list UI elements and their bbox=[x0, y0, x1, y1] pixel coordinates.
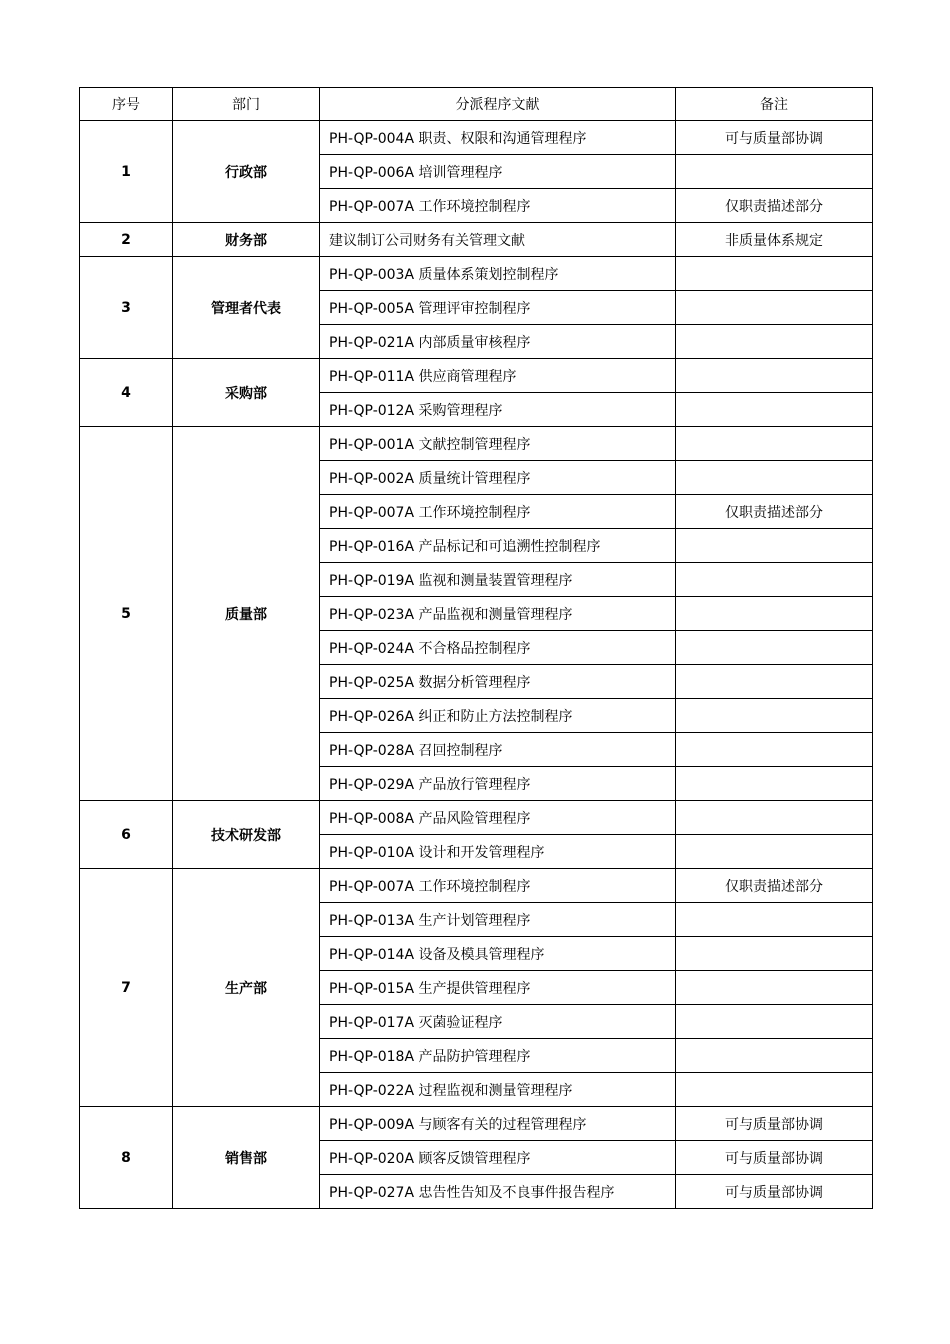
remark-cell bbox=[676, 767, 873, 801]
document-cell bbox=[320, 665, 676, 699]
document-cell bbox=[320, 427, 676, 461]
document-code: PH-QP-004A bbox=[329, 130, 415, 147]
table-row bbox=[80, 801, 873, 835]
row-index: 5 bbox=[80, 427, 173, 801]
document-title: 设备及模具管理程序 bbox=[418, 946, 545, 963]
header-documents: 分派程序文献 bbox=[320, 88, 676, 121]
remark-cell bbox=[676, 359, 873, 393]
document-title: 职责、权限和沟通管理程序 bbox=[418, 130, 587, 147]
remark-cell: 可与质量部协调 bbox=[676, 1107, 873, 1141]
header-index: 序号 bbox=[80, 88, 173, 121]
document-code: PH-QP-002A bbox=[329, 470, 415, 487]
document-cell bbox=[320, 767, 676, 801]
document-cell bbox=[320, 1005, 676, 1039]
document-title: 管理评审控制程序 bbox=[418, 300, 531, 317]
document-cell bbox=[320, 631, 676, 665]
remark-cell bbox=[676, 665, 873, 699]
document-title: 产品监视和测量管理程序 bbox=[418, 606, 573, 623]
remark-cell bbox=[676, 155, 873, 189]
document-code: PH-QP-026A bbox=[329, 708, 415, 725]
document-code: PH-QP-025A bbox=[329, 674, 415, 691]
document-cell bbox=[320, 257, 676, 291]
document-code: PH-QP-013A bbox=[329, 912, 415, 929]
remark-cell bbox=[676, 257, 873, 291]
remark-cell bbox=[676, 393, 873, 427]
document-title: 生产提供管理程序 bbox=[418, 980, 531, 997]
document-code: PH-QP-008A bbox=[329, 810, 415, 827]
document-code: PH-QP-029A bbox=[329, 776, 415, 793]
document-cell bbox=[320, 155, 676, 189]
row-index: 1 bbox=[80, 121, 173, 223]
department-name: 财务部 bbox=[173, 223, 320, 257]
document-title: 产品放行管理程序 bbox=[418, 776, 531, 793]
document-code: PH-QP-006A bbox=[329, 164, 415, 181]
table-row bbox=[80, 223, 873, 257]
document-title: 工作环境控制程序 bbox=[418, 878, 531, 895]
row-index: 4 bbox=[80, 359, 173, 427]
procedure-assignment-table bbox=[79, 87, 873, 1209]
document-cell bbox=[320, 359, 676, 393]
document-title: 采购管理程序 bbox=[418, 402, 503, 419]
document-cell bbox=[320, 495, 676, 529]
remark-cell: 非质量体系规定 bbox=[676, 223, 873, 257]
document-cell bbox=[320, 801, 676, 835]
document-cell bbox=[320, 563, 676, 597]
table-row bbox=[80, 121, 873, 155]
document-title: 召回控制程序 bbox=[418, 742, 503, 759]
document-title: 不合格品控制程序 bbox=[418, 640, 531, 657]
document-cell bbox=[320, 325, 676, 359]
document-title: 工作环境控制程序 bbox=[418, 198, 531, 215]
document-title: 文献控制管理程序 bbox=[418, 436, 531, 453]
document-code: PH-QP-024A bbox=[329, 640, 415, 657]
document-cell bbox=[320, 393, 676, 427]
document-cell bbox=[320, 1141, 676, 1175]
document-title: 质量体系策划控制程序 bbox=[418, 266, 559, 283]
document-title: 培训管理程序 bbox=[418, 164, 503, 181]
row-index: 8 bbox=[80, 1107, 173, 1209]
remark-cell: 仅职责描述部分 bbox=[676, 189, 873, 223]
document-title: 工作环境控制程序 bbox=[418, 504, 531, 521]
document-cell bbox=[320, 971, 676, 1005]
document-title: 设计和开发管理程序 bbox=[418, 844, 545, 861]
header-remarks: 备注 bbox=[676, 88, 873, 121]
document-cell bbox=[320, 937, 676, 971]
remark-cell bbox=[676, 563, 873, 597]
document-title: 内部质量审核程序 bbox=[418, 334, 531, 351]
document-code: PH-QP-007A bbox=[329, 878, 415, 895]
remark-cell: 可与质量部协调 bbox=[676, 1175, 873, 1209]
table-row bbox=[80, 359, 873, 393]
table-row bbox=[80, 869, 873, 903]
department-name: 行政部 bbox=[173, 121, 320, 223]
remark-cell bbox=[676, 971, 873, 1005]
document-code: PH-QP-016A bbox=[329, 538, 415, 555]
document-title: 顾客反馈管理程序 bbox=[418, 1150, 531, 1167]
document-title: 供应商管理程序 bbox=[418, 368, 517, 385]
document-code: PH-QP-027A bbox=[329, 1184, 415, 1201]
document-title: 与顾客有关的过程管理程序 bbox=[418, 1116, 587, 1133]
document-cell bbox=[320, 835, 676, 869]
document-cell bbox=[320, 189, 676, 223]
document-cell bbox=[320, 529, 676, 563]
document-cell bbox=[320, 597, 676, 631]
header-row bbox=[80, 88, 873, 121]
remark-cell bbox=[676, 937, 873, 971]
document-cell bbox=[320, 1175, 676, 1209]
document-cell bbox=[320, 733, 676, 767]
remark-cell bbox=[676, 291, 873, 325]
document-code: PH-QP-011A bbox=[329, 368, 415, 385]
document-title: 质量统计管理程序 bbox=[418, 470, 531, 487]
document-title: 忠告性告知及不良事件报告程序 bbox=[418, 1184, 615, 1201]
remark-cell bbox=[676, 427, 873, 461]
header-department: 部门 bbox=[173, 88, 320, 121]
remark-cell bbox=[676, 325, 873, 359]
remark-cell bbox=[676, 529, 873, 563]
document-cell bbox=[320, 699, 676, 733]
row-index: 7 bbox=[80, 869, 173, 1107]
document-code: PH-QP-009A bbox=[329, 1116, 415, 1133]
remark-cell bbox=[676, 1005, 873, 1039]
row-index: 6 bbox=[80, 801, 173, 869]
document-cell bbox=[320, 121, 676, 155]
remark-cell bbox=[676, 461, 873, 495]
remark-cell: 可与质量部协调 bbox=[676, 1141, 873, 1175]
document-code: PH-QP-019A bbox=[329, 572, 415, 589]
document-code: PH-QP-020A bbox=[329, 1150, 415, 1167]
document-title: 监视和测量装置管理程序 bbox=[418, 572, 573, 589]
remark-cell: 仅职责描述部分 bbox=[676, 869, 873, 903]
remark-cell bbox=[676, 903, 873, 937]
remark-cell bbox=[676, 631, 873, 665]
document-code: PH-QP-001A bbox=[329, 436, 415, 453]
row-index: 2 bbox=[80, 223, 173, 257]
department-name: 质量部 bbox=[173, 427, 320, 801]
document-code: PH-QP-012A bbox=[329, 402, 415, 419]
document-title: 数据分析管理程序 bbox=[418, 674, 531, 691]
document-code: PH-QP-005A bbox=[329, 300, 415, 317]
remark-cell bbox=[676, 1073, 873, 1107]
document-cell bbox=[320, 1073, 676, 1107]
remark-cell: 仅职责描述部分 bbox=[676, 495, 873, 529]
remark-cell bbox=[676, 801, 873, 835]
document-code: PH-QP-018A bbox=[329, 1048, 415, 1065]
document-code: PH-QP-015A bbox=[329, 980, 415, 997]
document-code: PH-QP-028A bbox=[329, 742, 415, 759]
department-name: 销售部 bbox=[173, 1107, 320, 1209]
remark-cell bbox=[676, 733, 873, 767]
document-cell bbox=[320, 903, 676, 937]
document-cell bbox=[320, 1039, 676, 1073]
document-code: PH-QP-022A bbox=[329, 1082, 415, 1099]
department-name: 采购部 bbox=[173, 359, 320, 427]
document-cell bbox=[320, 1107, 676, 1141]
remark-cell: 可与质量部协调 bbox=[676, 121, 873, 155]
document-cell bbox=[320, 223, 676, 257]
department-name: 生产部 bbox=[173, 869, 320, 1107]
department-name: 管理者代表 bbox=[173, 257, 320, 359]
remark-cell bbox=[676, 699, 873, 733]
table-row bbox=[80, 1107, 873, 1141]
document-code: PH-QP-007A bbox=[329, 198, 415, 215]
document-code: PH-QP-023A bbox=[329, 606, 415, 623]
table-body bbox=[80, 121, 873, 1209]
document-code: PH-QP-010A bbox=[329, 844, 415, 861]
remark-cell bbox=[676, 1039, 873, 1073]
document-title: 产品标记和可追溯性控制程序 bbox=[418, 538, 601, 555]
document-title: 灭菌验证程序 bbox=[418, 1014, 503, 1031]
document-title: 建议制订公司财务有关管理文献 bbox=[329, 232, 525, 249]
row-index: 3 bbox=[80, 257, 173, 359]
document-title: 产品防护管理程序 bbox=[418, 1048, 531, 1065]
document-code: PH-QP-003A bbox=[329, 266, 415, 283]
document-cell bbox=[320, 869, 676, 903]
document-title: 纠正和防止方法控制程序 bbox=[418, 708, 573, 725]
department-name: 技术研发部 bbox=[173, 801, 320, 869]
document-code: PH-QP-014A bbox=[329, 946, 415, 963]
table-row bbox=[80, 257, 873, 291]
document-code: PH-QP-021A bbox=[329, 334, 415, 351]
document-code: PH-QP-017A bbox=[329, 1014, 415, 1031]
document-code: PH-QP-007A bbox=[329, 504, 415, 521]
document-cell bbox=[320, 291, 676, 325]
document-cell bbox=[320, 461, 676, 495]
remark-cell bbox=[676, 597, 873, 631]
document-title: 过程监视和测量管理程序 bbox=[418, 1082, 573, 1099]
document-title: 产品风险管理程序 bbox=[418, 810, 531, 827]
document-title: 生产计划管理程序 bbox=[418, 912, 531, 929]
table-row bbox=[80, 427, 873, 461]
remark-cell bbox=[676, 835, 873, 869]
